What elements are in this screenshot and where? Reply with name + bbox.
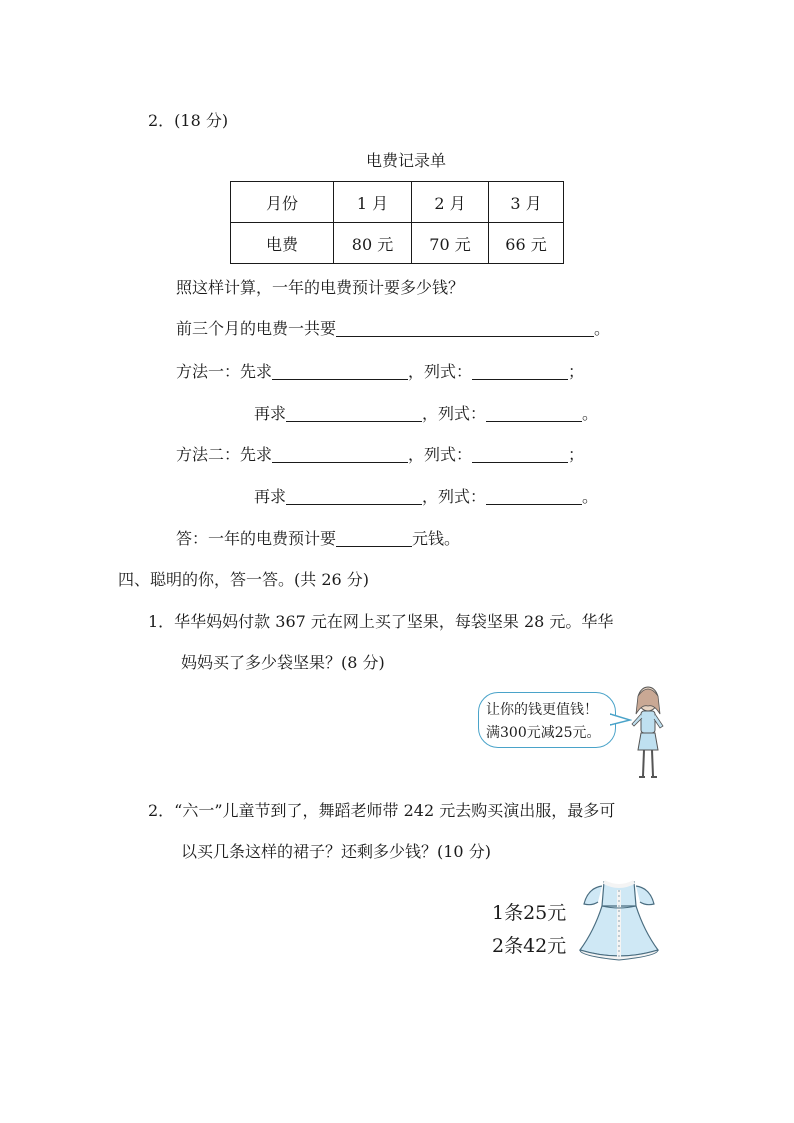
- electricity-table: [230, 181, 564, 264]
- price-line-1: 1条25元: [492, 902, 567, 924]
- bubble-line-1: 让你的钱更值钱！: [486, 702, 598, 718]
- formula-blank[interactable]: [472, 361, 568, 380]
- again-label: 再求: [254, 487, 287, 506]
- table-row: [231, 182, 564, 223]
- semicolon: ；: [568, 362, 585, 381]
- problem-2-line2: 以买几条这样的裙子？还剩多少钱？(10 分): [181, 842, 491, 861]
- table-cell: 80 元: [334, 223, 412, 264]
- formula-label: ，列式：: [408, 362, 473, 381]
- total-line: [176, 316, 610, 339]
- period: 。: [582, 487, 599, 506]
- answer-blank[interactable]: [336, 318, 594, 337]
- answer-blank[interactable]: [272, 444, 408, 463]
- table-cell: 1 月: [334, 182, 412, 223]
- table-cell: 2 月: [412, 182, 489, 223]
- answer-suffix: 元钱。: [412, 529, 461, 548]
- question-text: 照这样计算，一年的电费预计要多少钱？: [176, 278, 465, 297]
- problem-1-line1: 1．华华妈妈付款 367 元在网上买了坚果，每袋坚果 28 元。华华: [148, 612, 614, 631]
- formula-blank[interactable]: [472, 444, 568, 463]
- formula-label: ，列式：: [408, 445, 473, 464]
- answer-prefix: 答：一年的电费预计要: [176, 529, 337, 548]
- formula-label: ，列式：: [422, 404, 487, 423]
- method-label: 方法二：先求: [176, 445, 273, 464]
- method-two-line2: [254, 484, 598, 507]
- answer-blank[interactable]: [272, 361, 408, 380]
- question-2-number: 2．(18 分): [148, 111, 229, 130]
- table-cell: 66 元: [489, 223, 564, 264]
- formula-label: ，列式：: [422, 487, 487, 506]
- total-prefix: 前三个月的电费一共要: [176, 319, 337, 338]
- method-two-line1: [176, 442, 584, 465]
- table-cell: 3 月: [489, 182, 564, 223]
- method-one-line1: [176, 359, 584, 382]
- table-title: 电费记录单: [366, 151, 447, 170]
- problem-1-line2: 妈妈买了多少袋坚果？(8 分): [181, 653, 385, 672]
- section-4-heading: 四、聪明的你，答一答。(共 26 分): [118, 570, 370, 589]
- girl-figure-icon: [624, 684, 672, 782]
- line-end: 。: [594, 319, 611, 338]
- period: 。: [582, 404, 599, 423]
- table-cell: 电费: [231, 223, 334, 264]
- bubble-line-2: 满300元减25元。: [486, 725, 601, 741]
- answer-blank[interactable]: [286, 403, 422, 422]
- method-one-line2: [254, 401, 598, 424]
- table-cell: 月份: [231, 182, 334, 223]
- formula-blank[interactable]: [486, 486, 582, 505]
- problem-2-line1: 2．“六一”儿童节到了，舞蹈老师带 242 元去购买演出服，最多可: [148, 801, 616, 820]
- method-label: 方法一：先求: [176, 362, 273, 381]
- again-label: 再求: [254, 404, 287, 423]
- price-line-2: 2条42元: [492, 935, 567, 957]
- answer-blank[interactable]: [336, 528, 412, 547]
- table-cell: 70 元: [412, 223, 489, 264]
- semicolon: ；: [568, 445, 585, 464]
- dress-icon: [574, 876, 664, 962]
- answer-line: [176, 526, 460, 549]
- answer-blank[interactable]: [286, 486, 422, 505]
- table-row: [231, 223, 564, 264]
- formula-blank[interactable]: [486, 403, 582, 422]
